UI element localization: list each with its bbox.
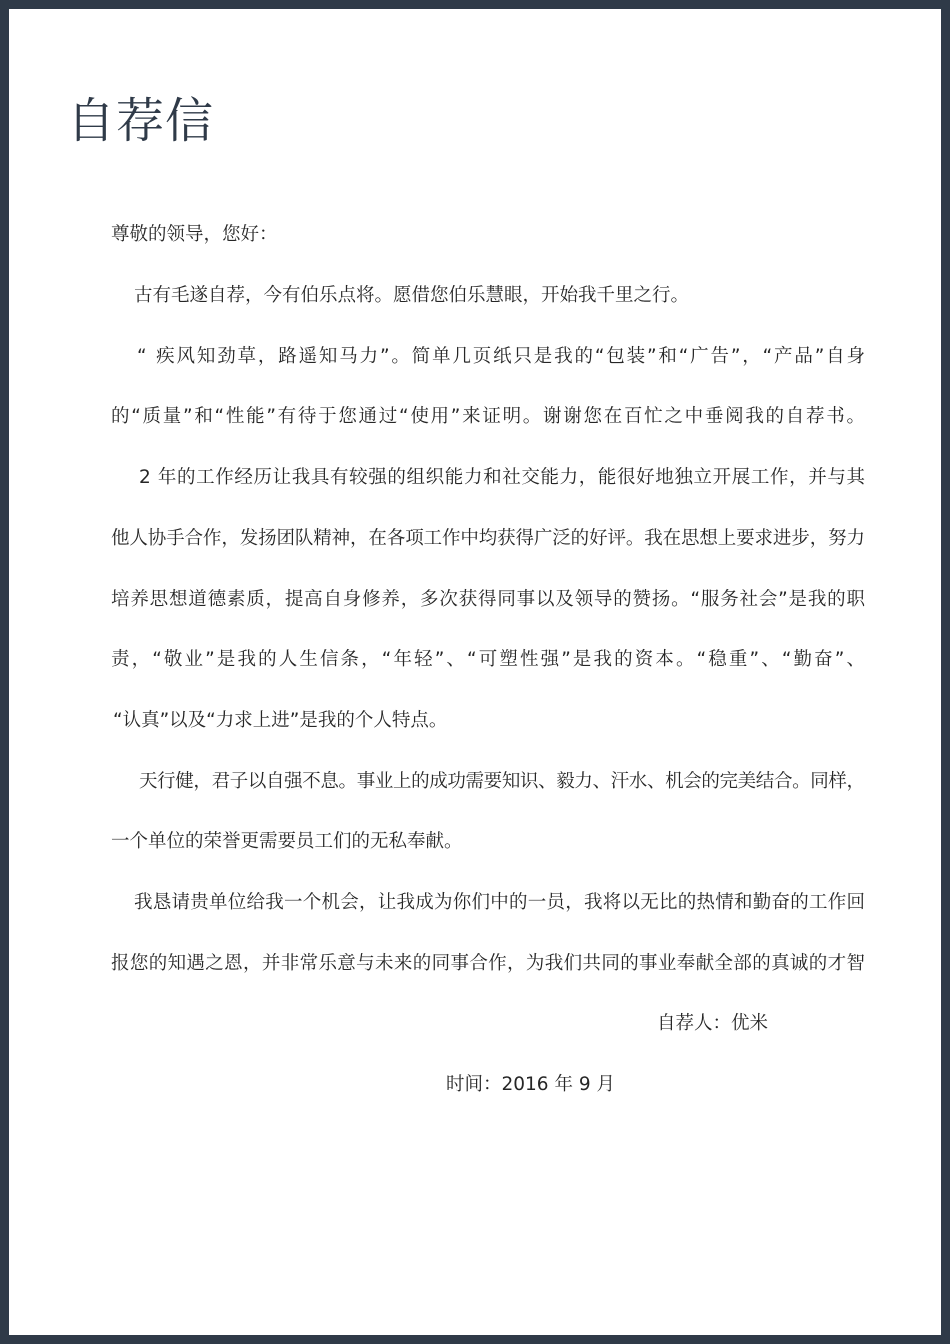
- body-line-5: 他人协手合作，发扬团队精神，在各项工作中均获得广泛的好评。我在思想上要求进步，努力: [111, 528, 865, 549]
- body-line-11: 我恳请贵单位给我一个机会，让我成为你们中的一员，我将以无比的热情和勤奋的工作回: [134, 892, 866, 913]
- letter-title: 自荐信: [67, 93, 215, 149]
- body-line-6: 培养思想道德素质，提高自身修养，多次获得同事以及领导的赞扬。“服务社会”是我的职: [111, 589, 866, 610]
- salutation: 尊敬的领导，您好：: [111, 224, 278, 245]
- signature: 自荐人：优米: [657, 1013, 769, 1034]
- body-line-8: “认真”以及“力求上进”是我的个人特点。: [113, 710, 448, 731]
- body-line-10: 一个单位的荣誉更需要员工们的无私奉献。: [111, 831, 463, 852]
- body-line-1: 古有毛遂自荐，今有伯乐点将。愿借您伯乐慧眼，开始我千里之行。: [134, 285, 690, 306]
- body-line-2: “ 疾风知劲草，路遥知马力”。简单几页纸只是我的“包装”和“广告”，“产品”自身: [137, 346, 867, 367]
- date: 时间：2016 年 9 月: [446, 1074, 615, 1095]
- body-line-12: 报您的知遇之恩，并非常乐意与未来的同事合作，为我们共同的事业奉献全部的真诚的才智: [111, 953, 866, 974]
- body-line-7: 责，“敬业”是我的人生信条，“年轻”、“可塑性强”是我的资本。“稳重”、“勤奋”、: [111, 649, 868, 670]
- body-line-4: 2 年的工作经历让我具有较强的组织能力和社交能力，能很好地独立开展工作，并与其: [139, 467, 866, 488]
- body-line-3: 的“质量”和“性能”有待于您通过“使用”来证明。谢谢您在百忙之中垂阅我的自荐书。: [111, 406, 867, 427]
- body-line-9: 天行健，君子以自强不息。事业上的成功需要知识、毅力、汗水、机会的完美结合。同样，: [139, 771, 865, 792]
